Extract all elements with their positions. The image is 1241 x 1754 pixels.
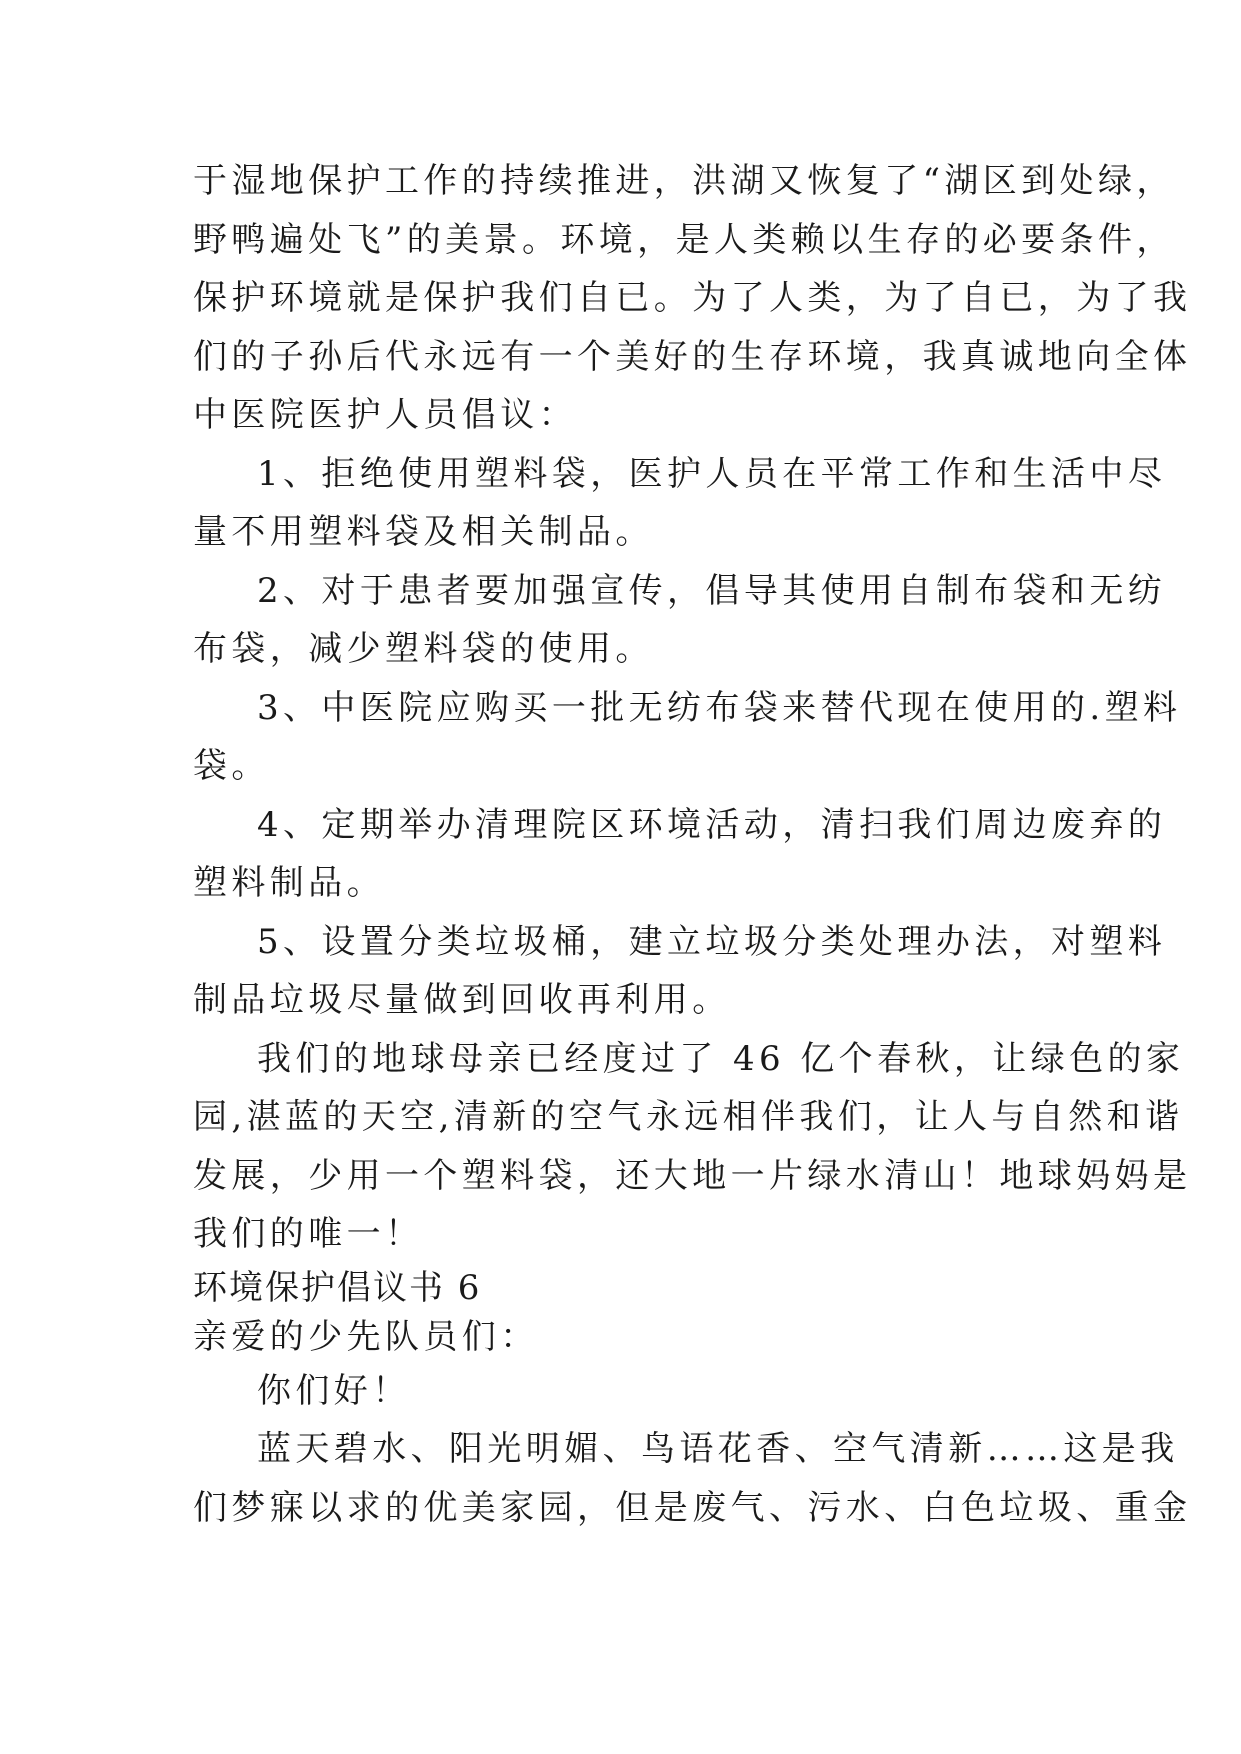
text-line: 1、拒绝使用塑料袋，医护人员在平常工作和生活中尽 <box>257 453 1167 494</box>
salutation: 亲爱的少先队员们： <box>193 1316 539 1357</box>
proposal-item-2 <box>193 562 1167 679</box>
text-line: 园,湛蓝的天空,清新的空气永远相伴我们，让人与自然和谐 <box>193 1097 1184 1137</box>
intro-paragraph <box>193 152 1192 445</box>
proposal-item-1 <box>193 445 1167 562</box>
text-line: 野鸭遍处飞”的美景。环境，是人类赖以生存的必要条件， <box>193 219 1175 260</box>
text-line: 们梦寐以求的优美家园，但是废气、污水、白色垃圾、重金 <box>193 1487 1192 1528</box>
proposal-item-3 <box>193 679 1182 796</box>
text-line: 们的子孙后代永远有一个美好的生存环境，我真诚地向全体 <box>193 336 1192 377</box>
text-line: 我们的地球母亲已经度过了 46 亿个春秋，让绿色的家 <box>257 1038 1185 1079</box>
text-line: 3、中医院应购买一批无纺布袋来替代现在使用的.塑料 <box>257 687 1182 728</box>
text-line: 蓝天碧水、阳光明媚、鸟语花香、空气清新……这是我 <box>257 1429 1179 1469</box>
closing-paragraph <box>193 1030 1192 1264</box>
text-line: 制品垃圾尽量做到回收再利用。 <box>193 980 731 1020</box>
proposal-item-5 <box>193 913 1167 1030</box>
text-line: 保护环境就是保护我们自已。为了人类，为了自已，为了我 <box>193 278 1192 318</box>
text-line: 布袋，减少塑料袋的使用。 <box>193 629 654 669</box>
text-line: 塑料制品。 <box>193 863 385 903</box>
text-line: 发展，少用一个塑料袋，还大地一片绿水清山！地球妈妈是 <box>193 1155 1192 1196</box>
text-line: 于湿地保护工作的持续推进，洪湖又恢复了“湖区到处绿， <box>193 161 1175 201</box>
text-line: 袋。 <box>193 746 270 786</box>
text-line: 我们的唯一！ <box>193 1214 424 1254</box>
text-line: 2、对于患者要加强宣传，倡导其使用自制布袋和无纺 <box>257 570 1167 611</box>
text-line: 量不用塑料袋及相关制品。 <box>193 512 654 552</box>
next-paragraph <box>193 1420 1192 1537</box>
section-heading: 环境保护倡议书 6 <box>193 1267 482 1308</box>
proposal-item-4 <box>193 796 1167 913</box>
text-line: 5、设置分类垃圾桶，建立垃圾分类处理办法，对塑料 <box>257 921 1167 962</box>
greeting: 你们好！ <box>257 1370 411 1411</box>
text-line: 中医院医护人员倡议： <box>193 395 577 435</box>
text-line: 4、定期举办清理院区环境活动，清扫我们周边废弃的 <box>257 804 1167 845</box>
document-page <box>193 152 1192 1537</box>
